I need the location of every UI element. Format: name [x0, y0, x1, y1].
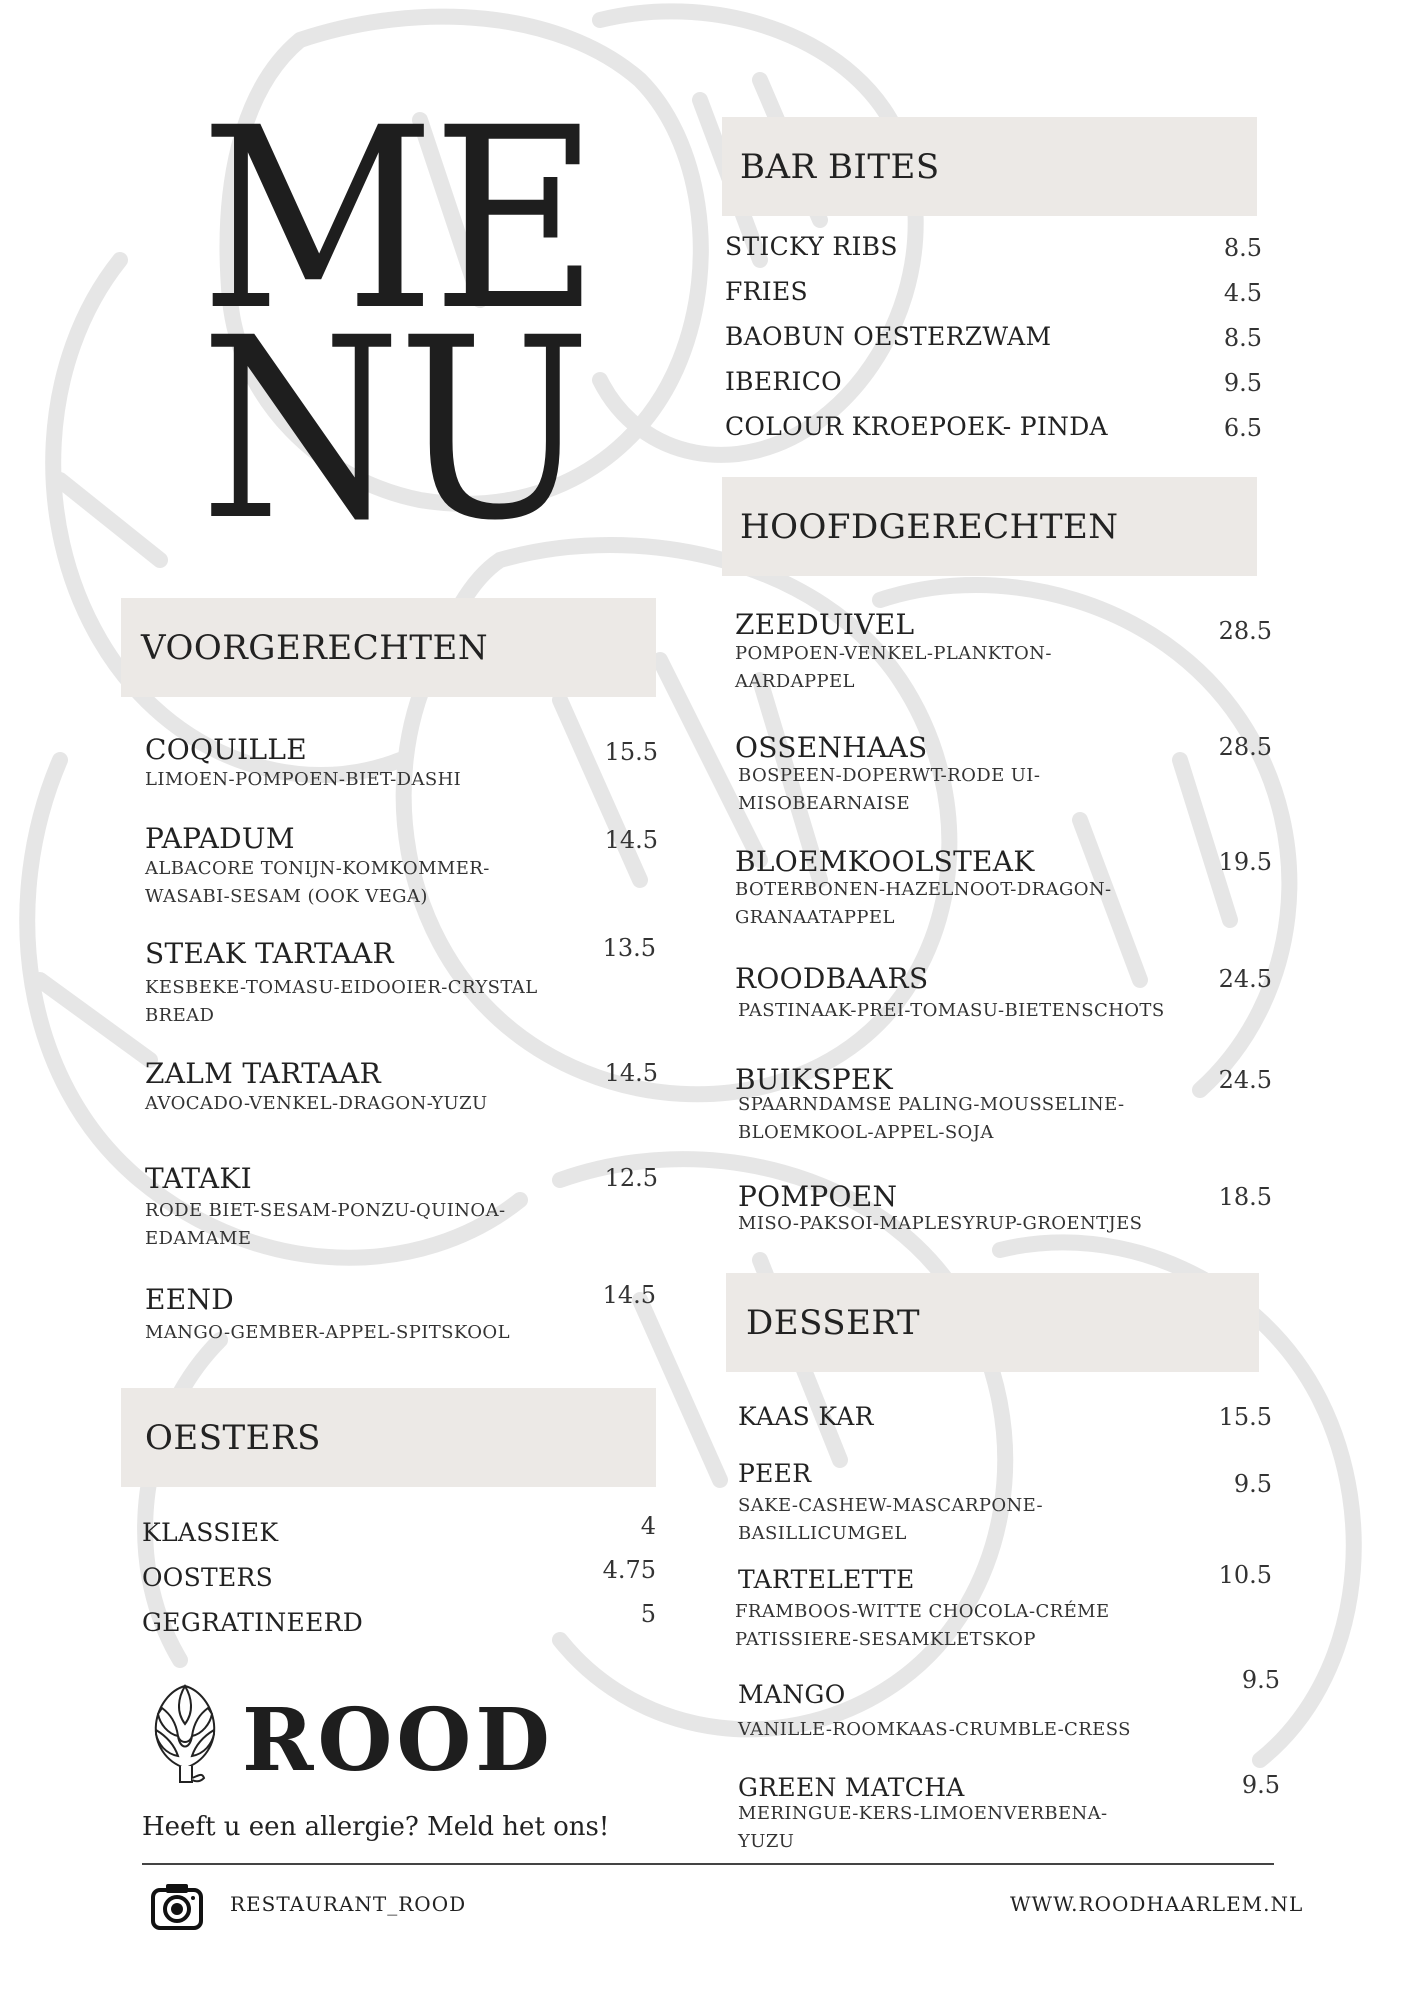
item-price: 14.5 [604, 826, 658, 854]
item-description: FRAMBOOS-WITTE CHOCOLA-CRÉME PATISSIERE-SESAMKLETSKOP [735, 1601, 1110, 1650]
item-price: 13.5 [602, 934, 656, 962]
menu-title-line1: ME [200, 74, 597, 365]
item-description: MERINGUE-KERS-LIMOENVERBENA-YUZU [738, 1803, 1108, 1852]
item-name: POMPOEN [738, 1180, 898, 1213]
item-name: ZALM TARTAAR [145, 1057, 382, 1090]
section-heading-hoofdgerechten: HOOFDGERECHTEN [722, 477, 1257, 576]
item-name: PEER [738, 1459, 812, 1488]
item-price: 15.5 [604, 738, 658, 766]
item-description: SAKE-CASHEW-MASCARPONE-BASILLICUMGEL [738, 1495, 1044, 1544]
item-name: IBERICO [725, 367, 842, 396]
item-name: ROODBAARS [735, 962, 929, 995]
item-price: 19.5 [1218, 848, 1272, 876]
item-description: VANILLE-ROOMKAAS-CRUMBLE-CRESS [738, 1719, 1131, 1740]
item-price: 24.5 [1218, 965, 1272, 993]
instagram-handle[interactable]: RESTAURANT_ROOD [230, 1892, 467, 1916]
item-name: FRIES [725, 277, 808, 306]
item-name: COQUILLE [145, 733, 308, 766]
website-link[interactable]: WWW.ROODHAARLEM.NL [1010, 1892, 1304, 1916]
item-name: MANGO [738, 1680, 846, 1709]
section-heading-bar-bites: BAR BITES [722, 117, 1257, 216]
section-heading-voorgerechten: VOORGERECHTEN [121, 598, 656, 697]
item-name: COLOUR KROEPOEK- PINDA [725, 412, 1108, 441]
item-price: 8.5 [1223, 324, 1262, 352]
camera-icon[interactable] [150, 1880, 204, 1934]
item-name: OOSTERS [142, 1563, 274, 1592]
item-price: 6.5 [1223, 414, 1262, 442]
section-heading-oesters: OESTERS [121, 1388, 656, 1487]
item-price: 9.5 [1223, 369, 1262, 397]
item-name: BUIKSPEK [735, 1063, 893, 1096]
item-price: 4 [640, 1512, 656, 1540]
item-description: PASTINAAK-PREI-TOMASU-BIETENSCHOTS [738, 1000, 1165, 1021]
menu-title-line2: NU [200, 284, 588, 575]
item-name: BLOEMKOOLSTEAK [735, 845, 1035, 878]
item-price: 28.5 [1218, 733, 1272, 761]
item-description: RODE BIET-SESAM-PONZU-QUINOA-EDAMAME [145, 1200, 506, 1249]
item-name: KAAS KAR [738, 1402, 874, 1431]
item-description: MISO-PAKSOI-MAPLESYRUP-GROENTJES [738, 1213, 1143, 1234]
item-description: MANGO-GEMBER-APPEL-SPITSKOOL [145, 1322, 510, 1343]
item-price: 8.5 [1223, 234, 1262, 262]
item-price: 12.5 [604, 1164, 658, 1192]
item-description: POMPOEN-VENKEL-PLANKTON-AARDAPPEL [735, 643, 1052, 692]
item-name: GEGRATINEERD [142, 1608, 364, 1637]
item-price: 5 [640, 1600, 656, 1628]
footer-divider [142, 1863, 1274, 1865]
artichoke-icon [140, 1678, 230, 1788]
item-description: ALBACORE TONIJN-KOMKOMMER-WASABI-SESAM (OOK VEGA) [145, 858, 490, 907]
item-description: SPAARNDAMSE PALING-MOUSSELINE-BLOEMKOOL-APPEL-SOJA [738, 1094, 1125, 1143]
item-price: 9.5 [1241, 1666, 1280, 1694]
item-price: 15.5 [1218, 1403, 1272, 1431]
restaurant-logo-text: ROOD [242, 1690, 554, 1791]
item-name: TATAKI [145, 1162, 252, 1195]
item-name: PAPADUM [145, 822, 295, 855]
item-price: 28.5 [1218, 617, 1272, 645]
item-name: GREEN MATCHA [738, 1773, 965, 1802]
item-description: LIMOEN-POMPOEN-BIET-DASHI [145, 769, 462, 790]
item-description: AVOCADO-VENKEL-DRAGON-YUZU [145, 1093, 488, 1114]
item-price: 9.5 [1241, 1771, 1280, 1799]
item-price: 18.5 [1218, 1183, 1272, 1211]
allergy-note: Heeft u een allergie? Meld het ons! [142, 1812, 610, 1842]
item-price: 24.5 [1218, 1066, 1272, 1094]
item-name: KLASSIEK [142, 1518, 279, 1547]
item-price: 4.5 [1223, 279, 1262, 307]
item-name: OSSENHAAS [735, 731, 928, 764]
item-name: BAOBUN OESTERZWAM [725, 322, 1052, 351]
item-name: EEND [145, 1283, 235, 1316]
item-description: BOSPEEN-DOPERWT-RODE UI-MISOBEARNAISE [738, 765, 1041, 814]
item-price: 10.5 [1218, 1561, 1272, 1589]
item-price: 4.75 [602, 1556, 656, 1584]
item-price: 14.5 [604, 1059, 658, 1087]
item-description: BOTERBONEN-HAZELNOOT-DRAGON-GRANAATAPPEL [735, 879, 1112, 928]
item-name: TARTELETTE [738, 1565, 915, 1594]
item-name: STICKY RIBS [725, 232, 898, 261]
item-price: 9.5 [1233, 1470, 1272, 1498]
item-description: KESBEKE-TOMASU-EIDOOIER-CRYSTAL BREAD [145, 977, 538, 1026]
section-heading-dessert: DESSERT [726, 1273, 1259, 1372]
item-name: ZEEDUIVEL [735, 608, 915, 641]
item-price: 14.5 [602, 1281, 656, 1309]
item-name: STEAK TARTAAR [145, 937, 394, 970]
